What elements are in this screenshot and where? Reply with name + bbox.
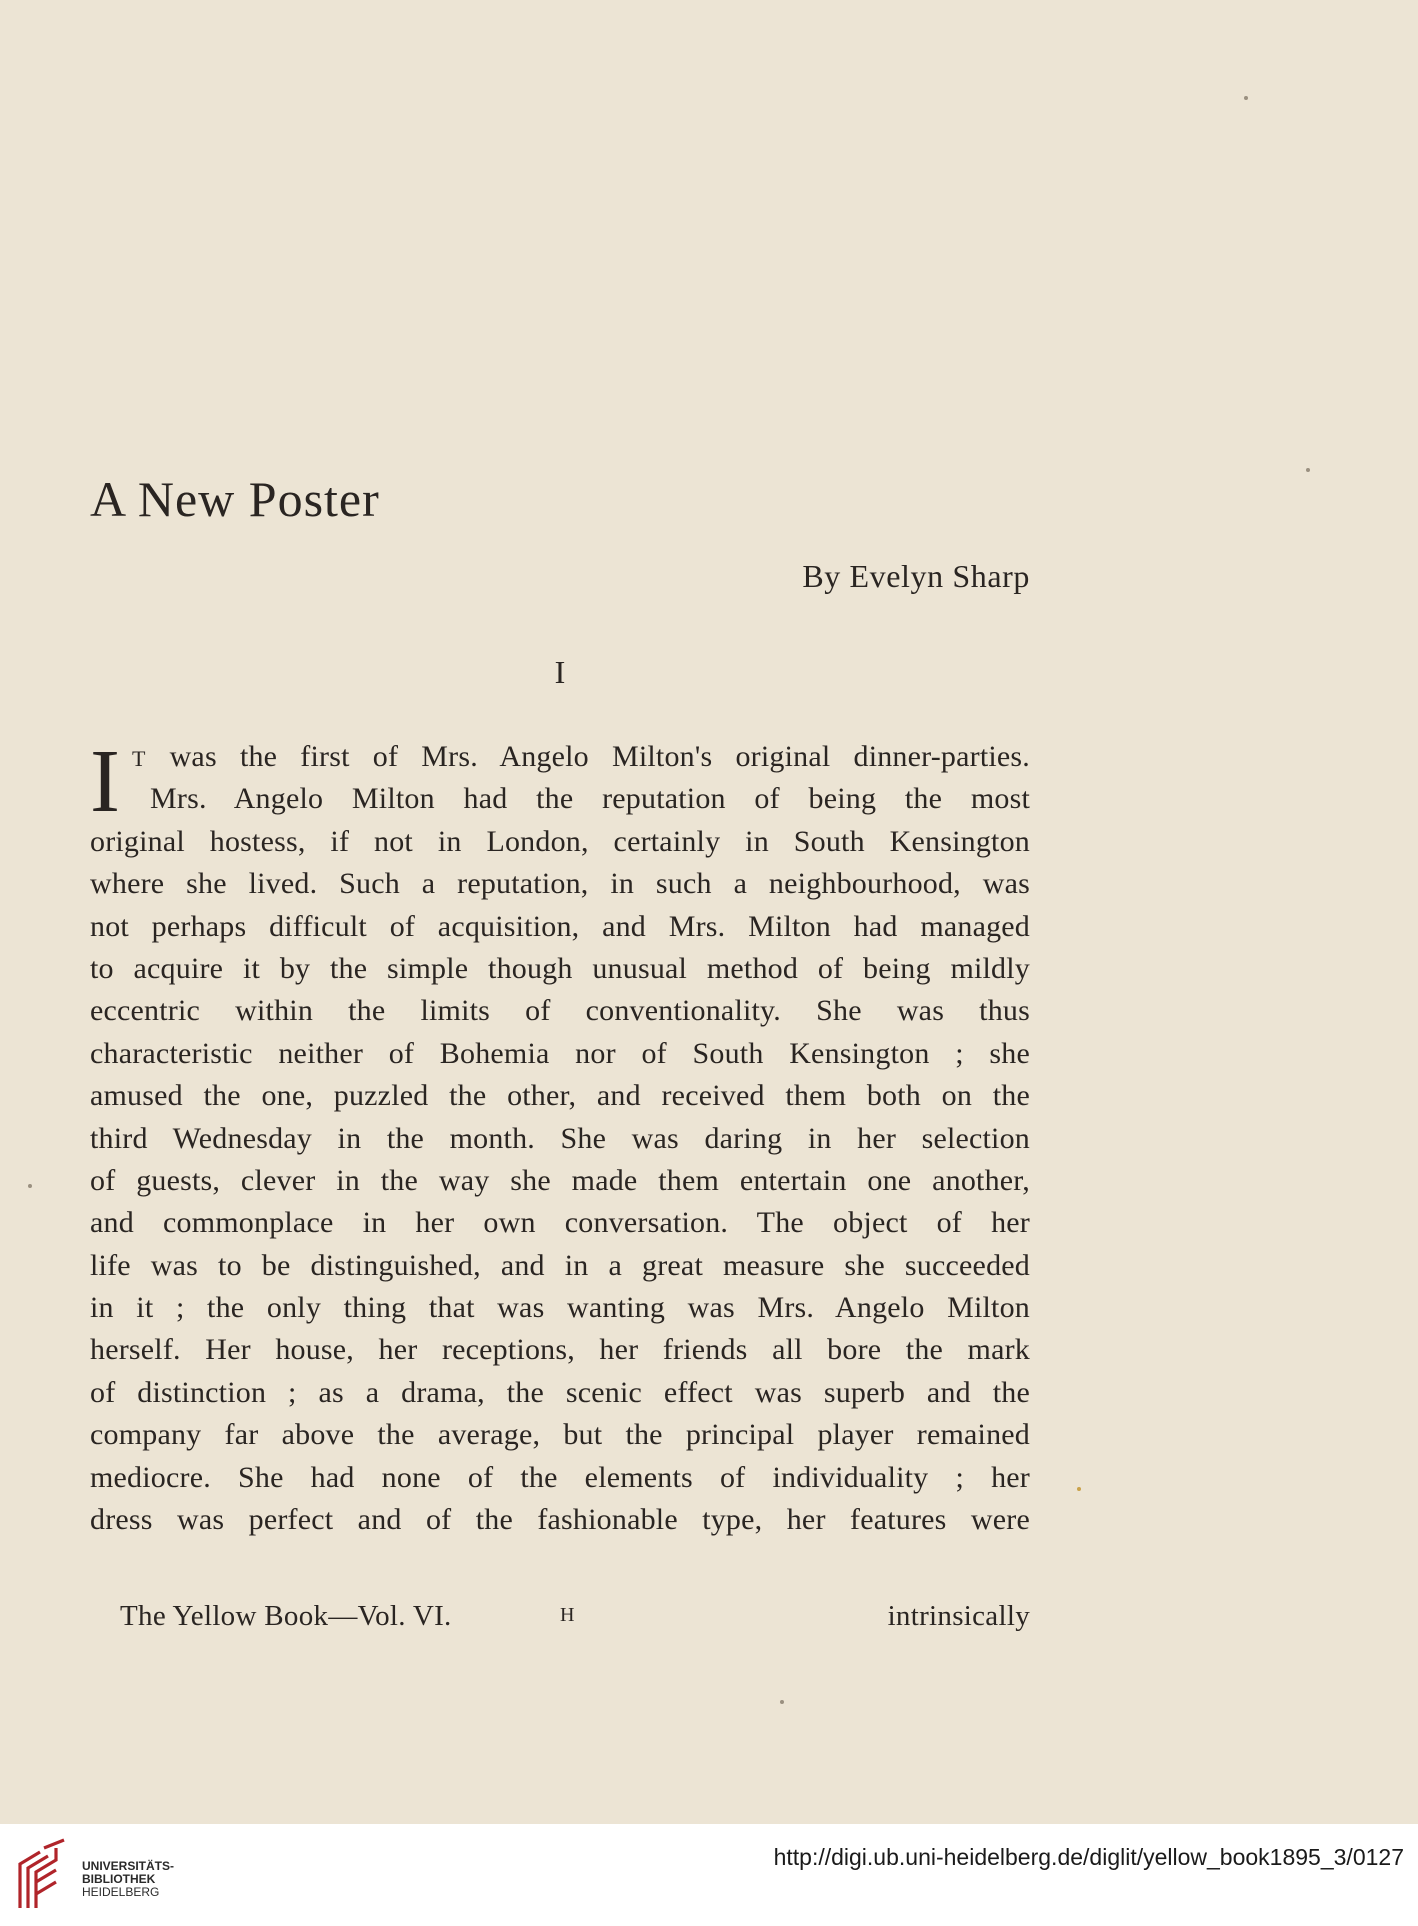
paper-speck xyxy=(28,1184,32,1188)
body-line: Mrs. Angelo Milton had the reputation of being the most xyxy=(150,782,1030,816)
body-line: third Wednesday in the month. She was daring in her selection xyxy=(90,1121,1030,1155)
body-line: to acquire it by the simple though unusual method of being mildly xyxy=(90,951,1030,985)
page-footer xyxy=(120,1600,1030,1642)
body-line: of distinction ; as a drama, the scenic effect was superb and the xyxy=(90,1375,1030,1409)
paper-speck xyxy=(780,1700,784,1704)
body-line: in it ; the only thing that was wanting was Mrs. Angelo Milton xyxy=(90,1291,1030,1325)
body-line: and commonplace in her own conversation. The object of her xyxy=(90,1206,1030,1240)
body-line: not perhaps difficult of acquisition, and Mrs. Milton had managed xyxy=(90,909,1030,943)
running-title: The Yellow Book—Vol. VI. xyxy=(120,1600,452,1632)
body-line-first xyxy=(90,736,1030,778)
source-url[interactable]: http://digi.ub.uni-heidelberg.de/diglit/yellow_book1895_3/0127 xyxy=(773,1844,1404,1870)
library-logo-icon xyxy=(14,1838,76,1910)
body-line: where she lived. Such a reputation, in such a neighbourhood, was xyxy=(90,867,1030,901)
first-word-smallcaps: T xyxy=(132,746,147,771)
body-line: amused the one, puzzled the other, and received them both on the xyxy=(90,1079,1030,1113)
body-line: herself. Her house, her receptions, her friends all bore the mark xyxy=(90,1333,1030,1367)
body-text xyxy=(90,732,1030,1541)
library-name-line: BIBLIOTHEK xyxy=(82,1872,156,1886)
signature-mark: H xyxy=(560,1604,576,1626)
author-byline: By Evelyn Sharp xyxy=(802,558,1030,594)
library-name xyxy=(82,1860,174,1899)
catchword: intrinsically xyxy=(887,1600,1030,1632)
paper-speck xyxy=(1077,1487,1081,1491)
body-line: dress was perfect and of the fashionable type, her features were xyxy=(90,1503,1030,1537)
library-name-line: UNIVERSITÄTS- xyxy=(82,1859,175,1873)
body-line: mediocre. She had none of the elements of individuality ; her xyxy=(90,1460,1030,1494)
body-line: characteristic neither of Bohemia nor of South Kensington ; she xyxy=(90,1036,1030,1070)
body-line: eccentric within the limits of conventionality. She was thus xyxy=(90,994,1030,1028)
story-title: A New Poster xyxy=(90,471,380,527)
body-line: life was to be distinguished, and in a great measure she succeeded xyxy=(90,1248,1030,1282)
body-line: company far above the average, but the principal player remained xyxy=(90,1418,1030,1452)
section-number: I xyxy=(554,654,566,690)
first-line-text: was the first of Mrs. Angelo Milton's original dinner-parties. xyxy=(146,740,1030,773)
body-line: original hostess, if not in London, certainly in South Kensington xyxy=(90,824,1030,858)
library-name-line: HEIDELBERG xyxy=(82,1885,160,1899)
paper-speck xyxy=(1244,96,1248,100)
body-line: of guests, clever in the way she made them entertain one another, xyxy=(90,1163,1030,1197)
drop-cap: I xyxy=(90,732,120,831)
paper-speck xyxy=(1306,468,1310,472)
library-footer-bar xyxy=(0,1824,1418,1926)
